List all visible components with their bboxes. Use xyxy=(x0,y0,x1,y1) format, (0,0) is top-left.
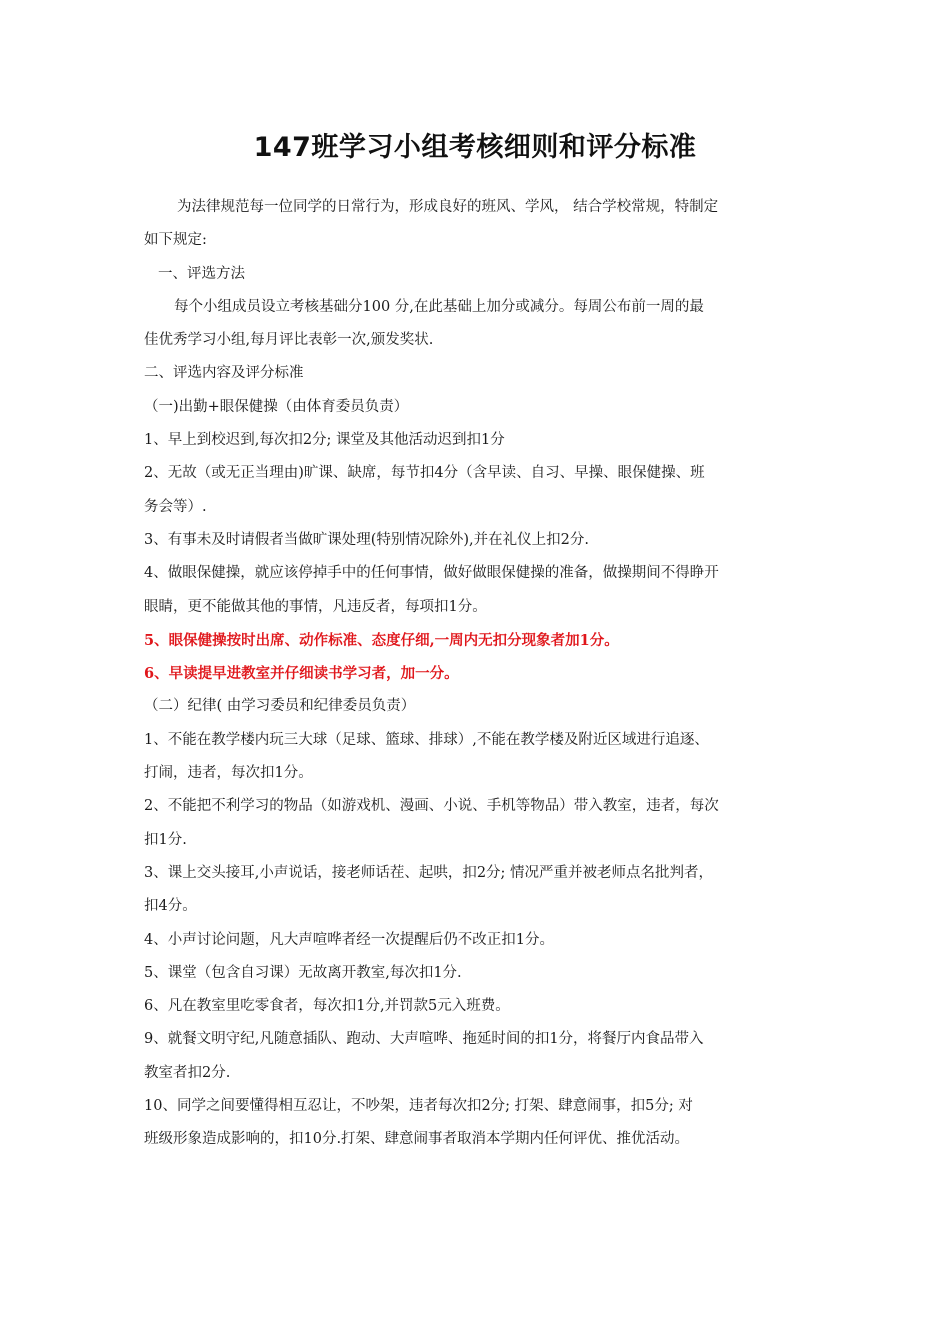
rule-item: 3、有事未及时请假者当做旷课处理(特别情况除外),并在礼仪上扣2分. xyxy=(144,531,589,548)
bonus-rule-item: 6、早读提早进教室并仔细读书学习者，加一分。 xyxy=(144,665,459,683)
intro-paragraph-line: 为法律规范每一位同学的日常行为，形成良好的班风、学风， 结合学校常规，特制定 xyxy=(177,199,719,215)
rule-item: 5、课堂（包含自习课）无故离开教室,每次扣1分. xyxy=(144,964,462,981)
subsection-heading: （一)出勤+眼保健操（由体育委员负责） xyxy=(144,398,409,415)
rule-item: 1、早上到校迟到,每次扣2分; 课堂及其他活动迟到扣1分 xyxy=(144,432,505,449)
rule-item: 扣4分。 xyxy=(144,898,197,915)
subsection-heading: （二）纪律( 由学习委员和纪律委员负责） xyxy=(144,698,416,715)
paragraph-line: 每个小组成员设立考核基础分100 分,在此基础上加分或减分。每周公布前一周的最 xyxy=(174,298,704,315)
rule-item: 务会等）. xyxy=(144,498,207,515)
document-body xyxy=(144,191,808,1157)
rule-item: 2、无故（或无正当理由)旷课、缺席，每节扣4分（含早读、自习、早操、眼保健操、班 xyxy=(144,465,705,482)
rule-item: 班级形象造成影响的，扣10分.打架、肆意闹事者取消本学期内任何评优、推优活动。 xyxy=(144,1131,690,1148)
rule-item: 打闹，违者，每次扣1分。 xyxy=(144,765,313,782)
section-heading: 一、评选方法 xyxy=(158,265,245,282)
rule-item: 3、课上交头接耳,小声说话，接老师话茬、起哄，扣2分; 情况严重并被老师点名批判者， xyxy=(144,864,714,881)
rule-item: 9、就餐文明守纪,凡随意插队、跑动、大声喧哗、拖延时间的扣1分，将餐厅内食品带入 xyxy=(144,1031,704,1048)
rule-item: 4、小声讨论问题，凡大声喧哗者经一次提醒后仍不改正扣1分。 xyxy=(144,931,554,948)
intro-paragraph-line: 如下规定: xyxy=(144,232,207,249)
bonus-rule-item: 5、眼保健操按时出席、动作标准、态度仔细,一周内无扣分现象者加1分。 xyxy=(144,631,619,649)
section-heading: 二、评选内容及评分标准 xyxy=(144,365,304,382)
rule-item: 扣1分. xyxy=(144,831,187,848)
rule-item: 眼睛，更不能做其他的事情，凡违反者，每项扣1分。 xyxy=(144,598,487,615)
rule-item: 2、不能把不利学习的物品（如游戏机、漫画、小说、手机等物品）带入教室，违者，每次 xyxy=(144,798,719,815)
rule-item: 教室者扣2分. xyxy=(144,1064,231,1081)
paragraph-line: 佳优秀学习小组,每月评比表彰一次,颁发奖状. xyxy=(144,332,434,349)
rule-item: 10、同学之间要懂得相互忍让，不吵架，违者每次扣2分; 打架、肆意闹事，扣5分; 对 xyxy=(144,1098,693,1115)
rule-item: 4、做眼保健操，就应该停掉手中的任何事情，做好做眼保健操的准备，做操期间不得睁开 xyxy=(144,565,719,582)
rule-item: 1、不能在教学楼内玩三大球（足球、篮球、排球）,不能在教学楼及附近区域进行追逐、 xyxy=(144,731,709,748)
rule-item: 6、凡在教室里吃零食者，每次扣1分,并罚款5元入班费。 xyxy=(144,998,510,1015)
document-title: 147班学习小组考核细则和评分标准 xyxy=(253,132,697,163)
